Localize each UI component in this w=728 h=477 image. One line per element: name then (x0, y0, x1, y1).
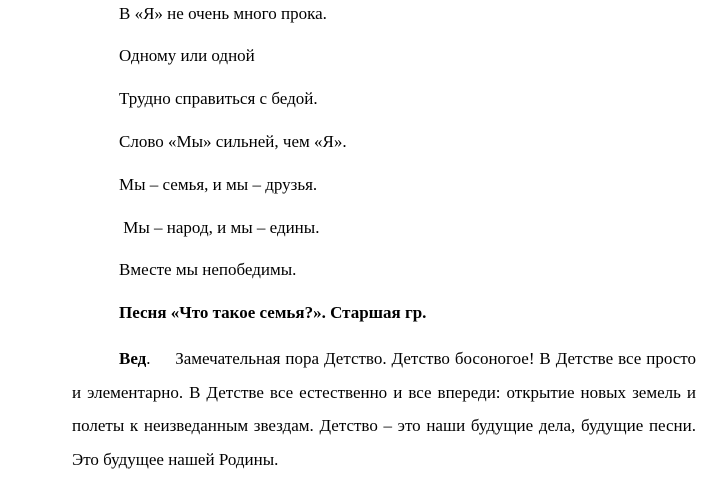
speaker-label: Вед (119, 349, 147, 368)
poem-line: Мы – народ, и мы – едины. (119, 218, 320, 237)
poem-line: Слово «Мы» сильней, чем «Я». (119, 132, 347, 151)
poem-line: Трудно справиться с бедой. (119, 89, 318, 108)
speaker-separator: . (146, 349, 176, 368)
song-heading: Песня «Что такое семья?». Старшая гр. (119, 303, 427, 322)
poem-line: В «Я» не очень много прока. (119, 4, 327, 23)
poem-line: Мы – семья, и мы – друзья. (119, 175, 318, 194)
poem-line: Вместе мы непобедимы. (119, 260, 297, 279)
paragraph-text: Замечательная пора Детство. Детство босоногое! В Детстве все просто и элементарно. В Детстве все естественно и все впереди: открытие новых земель и полеты к неизведанным звездам. Детство – это наши будущие дела, будущие песни. Это будущее нашей Родины. (72, 349, 697, 469)
narrator-paragraph (72, 342, 696, 476)
poem-line: Одному или одной (119, 46, 255, 65)
